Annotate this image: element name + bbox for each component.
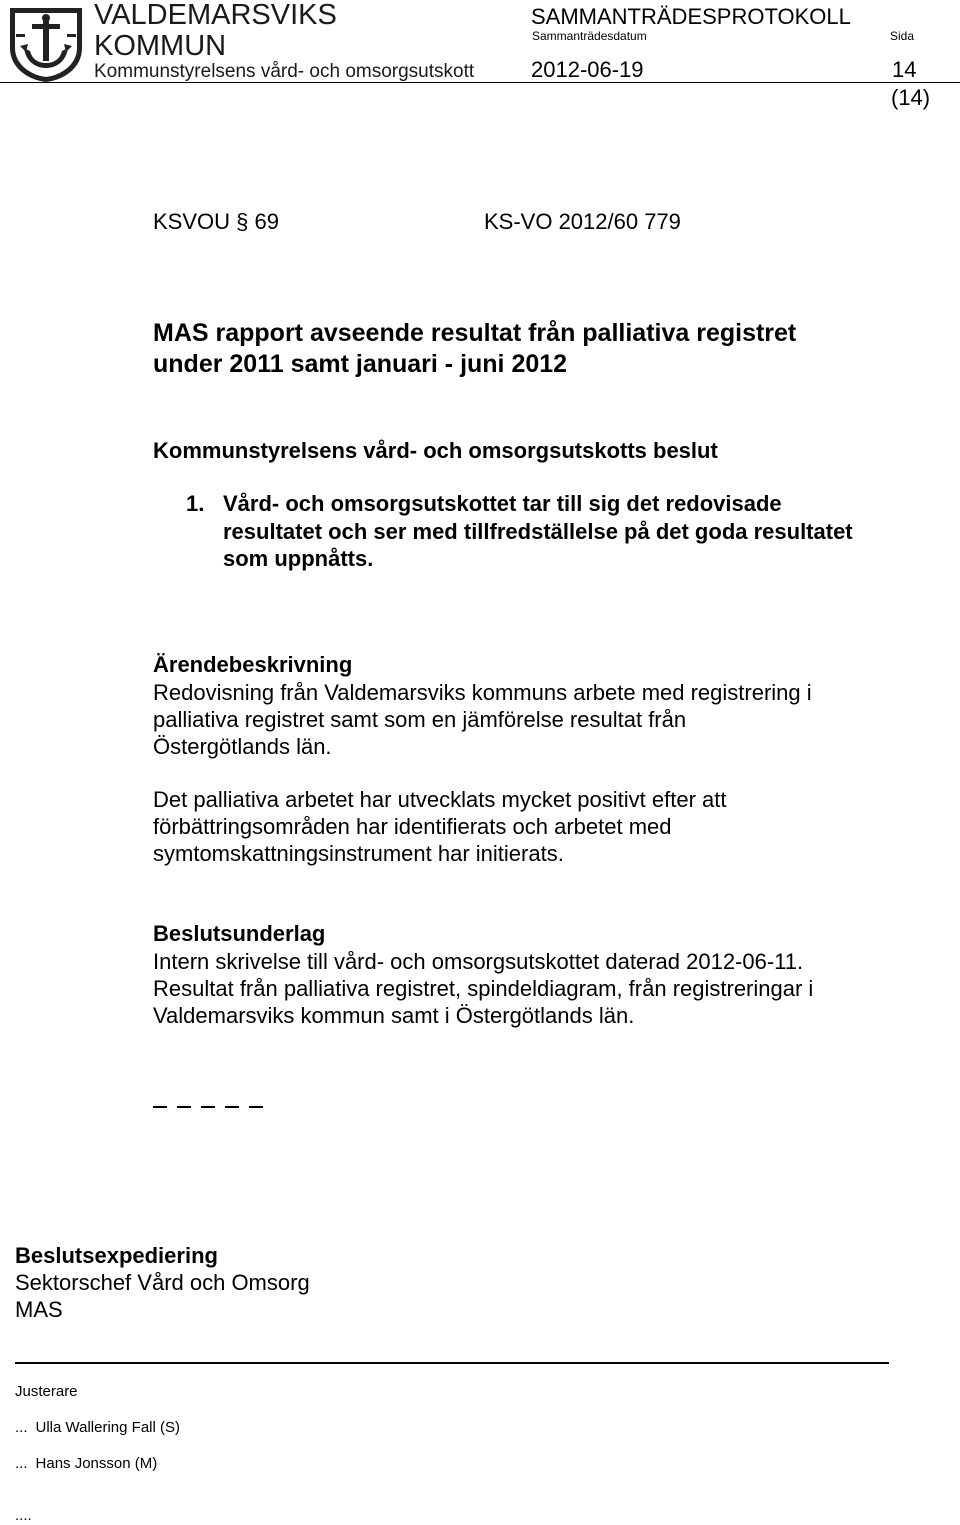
organization-name-line2: KOMMUN bbox=[94, 30, 227, 62]
description-line: Redovisning från Valdemarsviks kommuns arbete med registrering i bbox=[153, 680, 812, 705]
document-type-title: SAMMANTRÄDESPROTOKOLL bbox=[531, 4, 851, 29]
description-line: Östergötlands län. bbox=[153, 734, 332, 759]
dispatch-heading: Beslutsexpediering bbox=[15, 1243, 218, 1268]
decision-line: som uppnåtts. bbox=[223, 546, 374, 571]
section-sign: § bbox=[236, 209, 249, 234]
adjusters-label: Justerare bbox=[15, 1383, 78, 1400]
anchor-crest-icon bbox=[6, 4, 86, 84]
basis-line: Valdemarsviks kommun samt i Östergötlands län. bbox=[153, 1003, 635, 1028]
item-title-line2: under 2011 samt januari - juni 2012 bbox=[153, 350, 568, 378]
description-heading: Ärendebeskrivning bbox=[153, 652, 353, 677]
description-line: symtomskattningsinstrument har initierats. bbox=[153, 841, 564, 866]
case-number: KS-VO 2012/60 779 bbox=[484, 209, 681, 234]
decision-line: Vård- och omsorgsutskottet tar till sig det redovisade bbox=[223, 491, 782, 516]
decision-heading: Kommunstyrelsens vård- och omsorgsutskotts beslut bbox=[153, 438, 718, 463]
basis-heading: Beslutsunderlag bbox=[153, 921, 326, 946]
organization-name-line1: VALDEMARSVIKS bbox=[94, 0, 337, 31]
meeting-date: 2012-06-19 bbox=[531, 57, 644, 82]
item-number: 69 bbox=[254, 209, 280, 234]
header-divider bbox=[0, 82, 960, 83]
signature-line bbox=[15, 1455, 157, 1473]
page-number: 14 bbox=[892, 57, 917, 82]
footer-divider bbox=[15, 1362, 889, 1364]
basis-line: Intern skrivelse till vård- och omsorgsutskottet daterad 2012-06-11. bbox=[153, 949, 804, 974]
signature-dots: ... bbox=[15, 1455, 28, 1472]
description-line: Det palliativa arbetet har utvecklats mycket positivt efter att bbox=[153, 787, 727, 812]
page-label: Sida bbox=[890, 29, 915, 43]
signature-dots: ... bbox=[15, 1419, 28, 1436]
dispatch-recipient: Sektorschef Vård och Omsorg bbox=[15, 1270, 310, 1295]
description-line: förbättringsområden har identifierats och arbetet med bbox=[153, 814, 672, 839]
signature-dots-empty: .... bbox=[15, 1507, 32, 1524]
section-end-dashes bbox=[153, 1106, 265, 1108]
signatory-name: Hans Jonsson (M) bbox=[35, 1455, 158, 1472]
decision-item-number: 1. bbox=[186, 491, 205, 516]
basis-line: Resultat från palliativa registret, spindeldiagram, från registreringar i bbox=[153, 976, 814, 1001]
dispatch-recipient: MAS bbox=[15, 1297, 63, 1322]
signatory-name: Ulla Wallering Fall (S) bbox=[35, 1419, 180, 1436]
decision-line: resultatet och ser med tillfredställelse på det goda resultatet bbox=[223, 519, 853, 544]
meeting-date-label: Sammanträdesdatum bbox=[532, 29, 647, 43]
item-title-line1: MAS rapport avseende resultat från palliativa registret bbox=[153, 319, 797, 347]
committee-name: Kommunstyrelsens vård- och omsorgsutskott bbox=[94, 61, 475, 82]
item-reference-code: KSVOU bbox=[153, 209, 231, 234]
signature-line bbox=[15, 1419, 180, 1437]
description-line: palliativa registret samt som en jämförelse resultat från bbox=[153, 707, 687, 732]
item-reference bbox=[153, 208, 279, 235]
page-total: (14) bbox=[891, 85, 931, 110]
